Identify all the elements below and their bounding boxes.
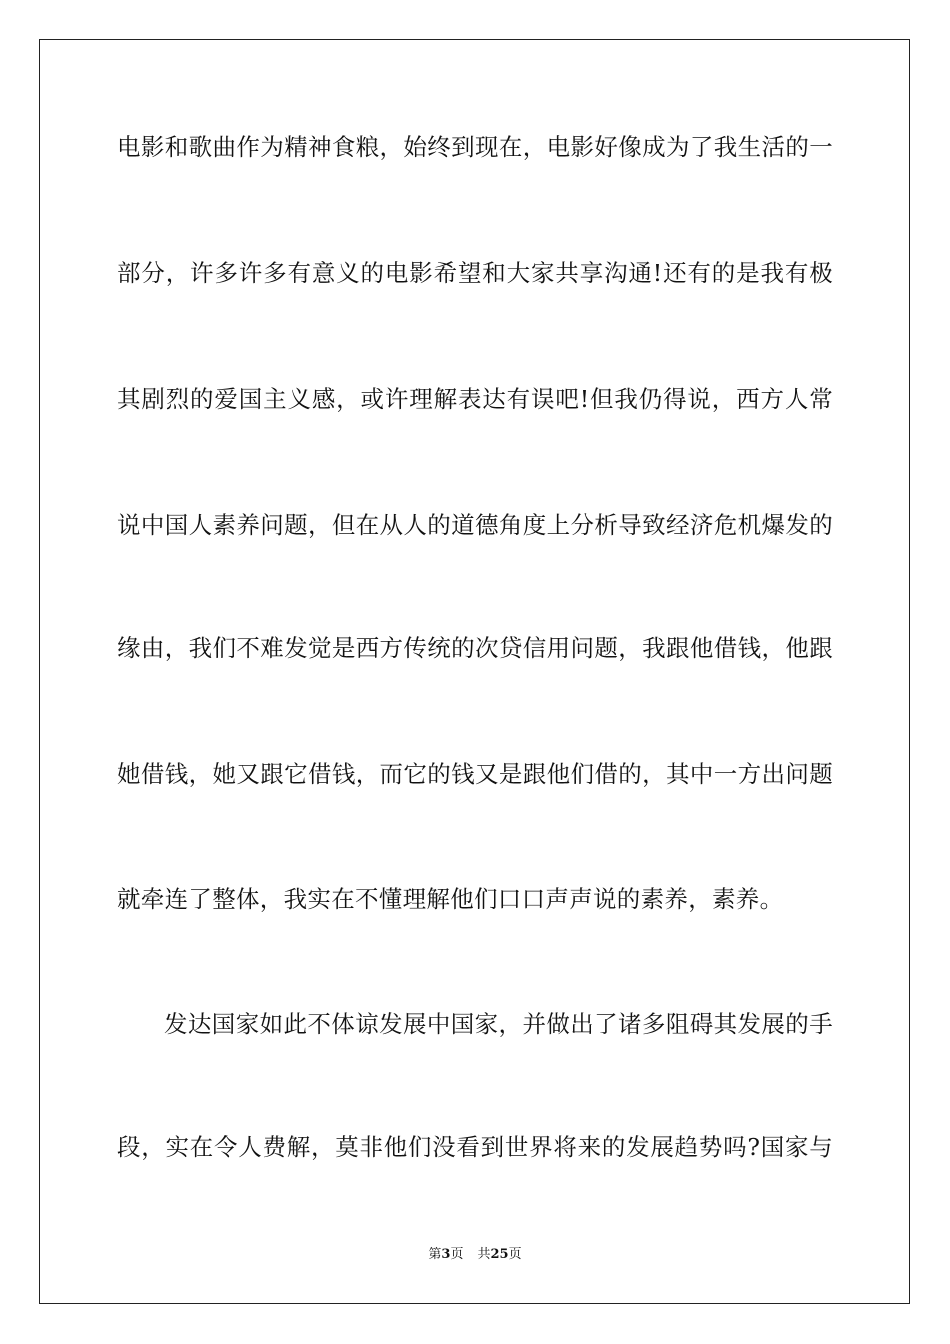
paragraph-2-line-1: 发达国家如此不体谅发展中国家，并做出了诸多阻碍其发展的手 xyxy=(164,1010,833,1038)
footer-total-prefix: 共 xyxy=(477,1247,491,1262)
page-footer xyxy=(0,1247,950,1263)
footer-page-suffix: 页 xyxy=(450,1247,464,1262)
paragraph-1-line-5: 缘由，我们不难发觉是西方传统的次贷信用问题，我跟他借钱，他跟 xyxy=(117,634,833,662)
footer-page-number: 3 xyxy=(441,1247,451,1262)
footer-total-pages: 25 xyxy=(490,1247,509,1262)
paragraph-1-line-1: 电影和歌曲作为精神食粮，始终到现在，电影好像成为了我生活的一 xyxy=(117,133,833,161)
footer-total-suffix: 页 xyxy=(508,1247,522,1262)
footer-page-prefix: 第 xyxy=(428,1247,442,1262)
paragraph-1-line-2: 部分，许多许多有意义的电影希望和大家共享沟通!还有的是我有极 xyxy=(117,259,833,287)
paragraph-1-line-6: 她借钱，她又跟它借钱，而它的钱又是跟他们借的，其中一方出问题 xyxy=(117,760,833,788)
paragraph-2-line-2: 段，实在令人费解，莫非他们没看到世界将来的发展趋势吗?国家与 xyxy=(117,1133,833,1161)
page-border xyxy=(39,39,910,1304)
paragraph-1-line-7: 就牵连了整体，我实在不懂理解他们口口声声说的素养，素养。 xyxy=(117,885,784,913)
paragraph-1-line-4: 说中国人素养问题，但在从人的道德角度上分析导致经济危机爆发的 xyxy=(117,511,833,539)
paragraph-1-line-3: 其剧烈的爱国主义感，或许理解表达有误吧!但我仍得说，西方人常 xyxy=(117,385,833,413)
